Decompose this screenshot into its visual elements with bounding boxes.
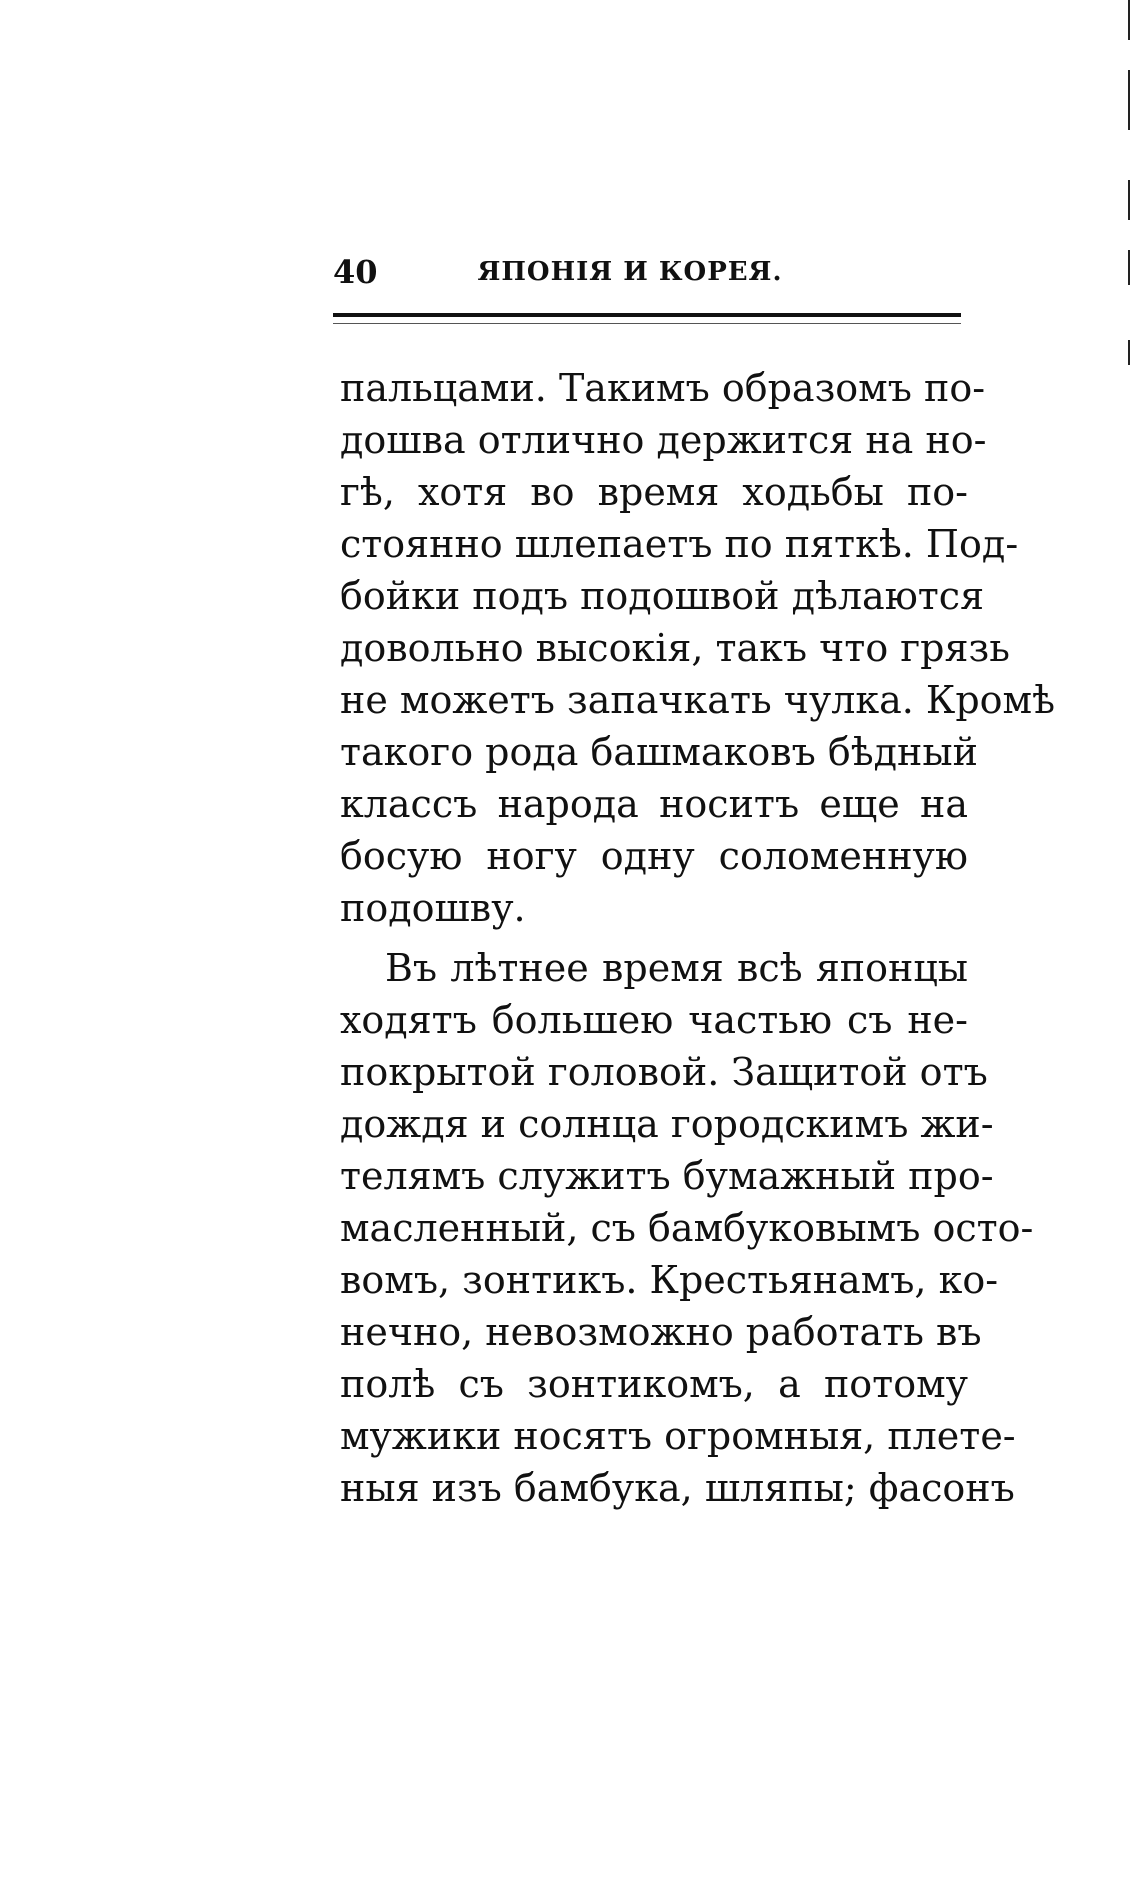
scan-edge-mark [1128,180,1130,220]
running-title: ЯПОНІЯ И КОРЕЯ. [477,257,783,287]
page-number: 40 [333,253,378,291]
text-line: пальцами. Такимъ образомъ по- [340,366,986,410]
text-line: ныя изъ бамбука, шляпы; фасонъ [340,1466,1015,1510]
text-line: классъ народа носитъ еще на [340,782,968,826]
text-line: дождя и солнца городскимъ жи- [340,1102,994,1146]
scan-edge-mark [1128,250,1130,285]
text-line: телямъ служитъ бумажный про- [340,1154,994,1198]
text-line: такого рода башмаковъ бѣдный [340,730,978,774]
scan-edge-mark [1128,0,1130,40]
text-line: босую ногу одну соломенную [340,834,968,878]
text-line: масленный, съ бамбуковымъ осто- [340,1206,1034,1250]
text-line: гѣ, хотя во время ходьбы по- [340,470,968,514]
text-line: стоянно шлепаетъ по пяткѣ. Под- [340,522,1019,566]
header-rule [333,313,961,317]
text-line: полѣ съ зонтикомъ, а потому [340,1362,968,1406]
text-line: подошву. [340,886,526,930]
text-line-indent: Въ лѣтнее время всѣ японцы [385,946,968,990]
text-line: не можетъ запачкать чулка. Кромѣ [340,678,1056,722]
scan-edge-mark [1128,70,1130,130]
header-rule-thin [333,323,961,324]
text-line: мужики носятъ огромныя, плете- [340,1414,1016,1458]
text-line: ходятъ большею частью съ не- [340,998,968,1042]
text-line: нечно, невозможно работать въ [340,1310,982,1354]
text-line: бойки подъ подошвой дѣлаются [340,574,985,618]
text-line: дошва отлично держится на но- [340,418,987,462]
text-line: вомъ, зонтикъ. Крестьянамъ, ко- [340,1258,999,1302]
text-line: покрытой головой. Защитой отъ [340,1050,988,1094]
text-line: довольно высокія, такъ что грязь [340,626,1010,670]
scan-edge-mark [1128,340,1130,365]
